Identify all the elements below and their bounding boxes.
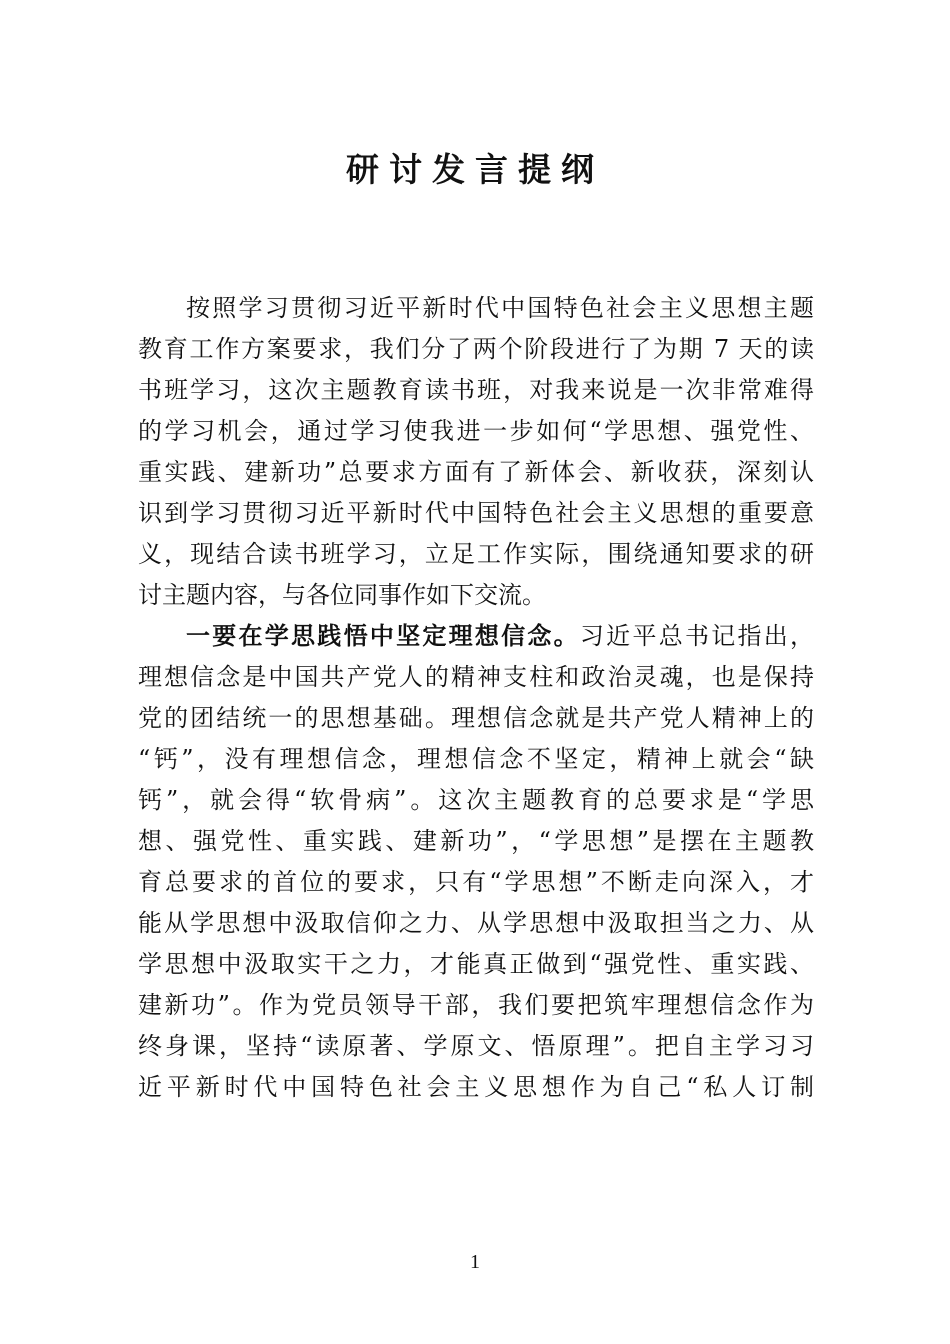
text-line [138,616,814,657]
text-line: 党的团结统一的思想基础。理想信念就是共产党人精神上的 [138,704,814,732]
text-line: 的学习机会，通过学习使我进一步如何“学思想、强党性、 [138,417,814,445]
document-body [138,288,814,1108]
page-number: 1 [470,1251,480,1273]
text-line: 重实践、建新功”总要求方面有了新体会、新收获，深刻认 [138,458,814,486]
text-line: “钙”，没有理想信念，理想信念不坚定，精神上就会“缺 [138,745,814,773]
text-line: 钙”，就会得“软骨病”。这次主题教育的总要求是“学思 [138,786,814,814]
text-line: 想、强党性、重实践、建新功”，“学思想”是摆在主题教 [138,827,814,855]
text-line: 能从学思想中汲取信仰之力、从学思想中汲取担当之力、从 [138,909,814,937]
text-line: 育总要求的首位的要求，只有“学思想”不断走向深入，才 [138,868,814,896]
text-line: 建新功”。作为党员领导干部，我们要把筑牢理想信念作为 [138,991,814,1019]
text-line: 学思想中汲取实干之力，才能真正做到“强党性、重实践、 [138,950,814,978]
text-line: 识到学习贯彻习近平新时代中国特色社会主义思想的重要意 [138,499,814,527]
text-line: 终身课，坚持“读原著、学原文、悟原理”。把自主学习习 [138,1032,814,1060]
section-heading: 一要在学思践悟中坚定理想信念。 [186,622,580,650]
text-run: 习近平总书记指出， [579,622,815,650]
text-line: 近平新时代中国特色社会主义思想作为自己“私人订制 [138,1073,814,1101]
text-line: 义，现结合读书班学习，立足工作实际，围绕通知要求的研 [138,540,814,568]
text-line: 讨主题内容，与各位同事作如下交流。 [138,581,546,609]
text-line: 教育工作方案要求，我们分了两个阶段进行了为期 7 天的读 [138,335,814,363]
text-line: 理想信念是中国共产党人的精神支柱和政治灵魂，也是保持 [138,663,814,691]
text-line: 按照学习贯彻习近平新时代中国特色社会主义思想主题 [186,294,814,322]
paragraph-section-one [138,616,814,1108]
text-line: 书班学习，这次主题教育读书班，对我来说是一次非常难得 [138,376,814,404]
paragraph-intro [138,288,814,616]
page-title: 研讨发言提纲 [346,150,604,189]
